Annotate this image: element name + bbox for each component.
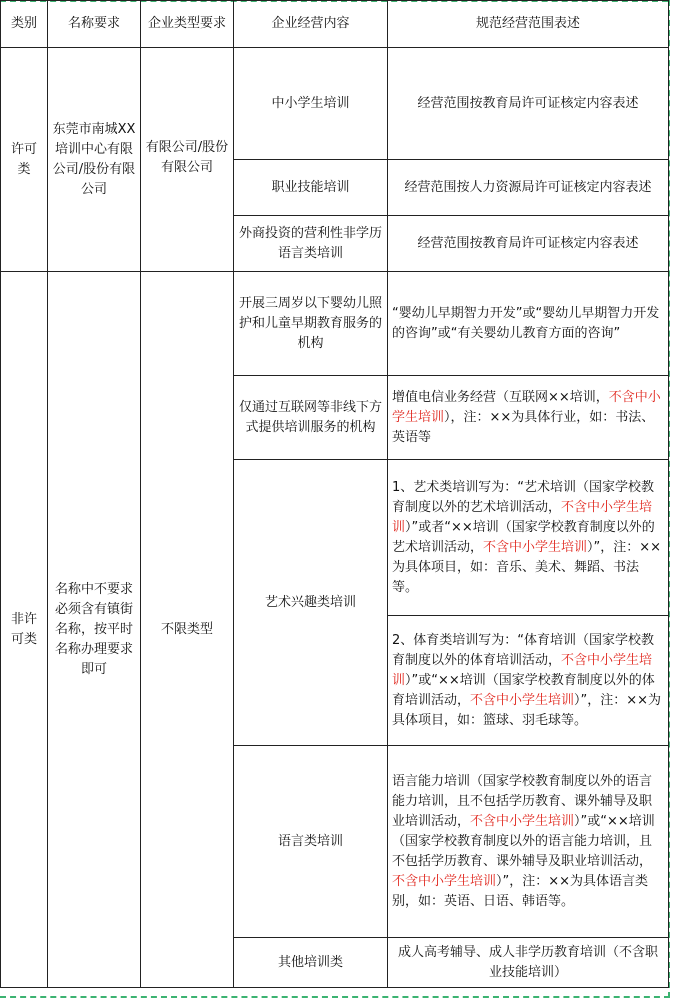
header-business-content[interactable]: 企业经营内容 bbox=[234, 1, 388, 48]
header-scope-description[interactable]: 规范经营范围表述 bbox=[388, 1, 669, 48]
scope-text: ），注：××为具体行业，如：书法、英语等 bbox=[392, 409, 655, 445]
no-k12-note: 不含中小学生培训 bbox=[392, 499, 653, 535]
scope-cell[interactable] bbox=[388, 460, 669, 616]
table-row bbox=[1, 272, 669, 376]
content-cell[interactable]: 职业技能培训 bbox=[234, 160, 388, 216]
scope-text: ）”或者“××培训（国家学校教育制度以外的艺术培训活动， bbox=[392, 519, 655, 555]
content-cell[interactable]: 仅通过互联网等非线下方式提供培训服务的机构 bbox=[234, 376, 388, 460]
scope-cell[interactable]: 经营范围按教育局许可证核定内容表述 bbox=[388, 216, 669, 272]
scope-text: ）”，注：××为具体项目，如：篮球、羽毛球等。 bbox=[392, 692, 662, 728]
scope-cell[interactable]: 经营范围按人力资源局许可证核定内容表述 bbox=[388, 160, 669, 216]
header-type-requirement[interactable]: 企业类型要求 bbox=[141, 1, 234, 48]
scope-text: 增值电信业务经营（互联网××培训， bbox=[392, 389, 609, 405]
scope-cell[interactable]: 成人高考辅导、成人非学历教育培训（不含职业技能培训） bbox=[388, 938, 669, 988]
content-cell[interactable]: 外商投资的营利性非学历语言类培训 bbox=[234, 216, 388, 272]
header-name-requirement[interactable]: 名称要求 bbox=[48, 1, 141, 48]
no-k12-note: 不含中小学生培训 bbox=[470, 692, 575, 708]
content-cell[interactable]: 语言类培训 bbox=[234, 746, 388, 938]
nonlicensed-name-requirement-cell[interactable]: 名称中不要求必须含有镇街名称，按平时名称办理要求即可 bbox=[48, 272, 141, 988]
scope-text: 1、艺术类培训写为：“艺术培训（国家学校教育制度以外的艺术培训活动， bbox=[392, 479, 655, 515]
scope-cell[interactable] bbox=[388, 376, 669, 460]
table-row bbox=[1, 48, 669, 160]
content-cell[interactable]: 其他培训类 bbox=[234, 938, 388, 988]
nonlicensed-type-requirement-cell[interactable]: 不限类型 bbox=[141, 272, 234, 988]
scope-text: ）”，注：××为具体语言类别，如：英语、日语、韩语等。 bbox=[392, 873, 649, 909]
content-cell[interactable]: 开展三周岁以下婴幼儿照护和儿童早期教育服务的机构 bbox=[234, 272, 388, 376]
licensed-name-requirement-cell[interactable]: 东莞市南城XX培训中心有限公司/股份有限公司 bbox=[48, 48, 141, 272]
no-k12-note: 不含中小学生培训 bbox=[392, 389, 661, 425]
no-k12-note: 不含中小学生培训 bbox=[470, 813, 575, 829]
scope-text: 2、体育类培训写为：“体育培训（国家学校教育制度以外的体育培训活动， bbox=[392, 632, 655, 668]
scope-text: 语言能力培训（国家学校教育制度以外的语言能力培训，且不包括学历教育、课外辅导及职业培训活动， bbox=[392, 773, 653, 829]
header-row bbox=[1, 1, 669, 48]
header-category[interactable]: 类别 bbox=[1, 1, 48, 48]
scope-cell[interactable] bbox=[388, 746, 669, 938]
scope-text: ）”或“××培训（国家学校教育制度以外的体育培训活动， bbox=[392, 672, 655, 708]
content-cell[interactable]: 中小学生培训 bbox=[234, 48, 388, 160]
licensed-category-cell[interactable]: 许可类 bbox=[1, 48, 48, 272]
scope-cell[interactable]: 经营范围按教育局许可证核定内容表述 bbox=[388, 48, 669, 160]
content-cell[interactable]: 艺术兴趣类培训 bbox=[234, 460, 388, 746]
no-k12-note: 不含中小学生培训 bbox=[392, 873, 497, 889]
scope-text: ）”或“××培训（国家学校教育制度以外的语言能力培训，且不包括学历教育、课外辅导及职业培训活动， bbox=[392, 813, 655, 869]
no-k12-note: 不含中小学生培训 bbox=[392, 652, 653, 688]
scope-cell[interactable] bbox=[388, 616, 669, 746]
scope-cell[interactable]: “婴幼儿早期智力开发”或“婴幼儿早期智力开发的咨询”或“有关婴幼儿教育方面的咨询” bbox=[388, 272, 669, 376]
no-k12-note: 不含中小学生培训 bbox=[483, 539, 588, 555]
nonlicensed-category-cell[interactable]: 非许可类 bbox=[1, 272, 48, 988]
scope-text: ）”，注：××为具体项目，如：音乐、美术、舞蹈、书法等。 bbox=[392, 539, 662, 595]
licensed-type-requirement-cell[interactable]: 有限公司/股份有限公司 bbox=[141, 48, 234, 272]
